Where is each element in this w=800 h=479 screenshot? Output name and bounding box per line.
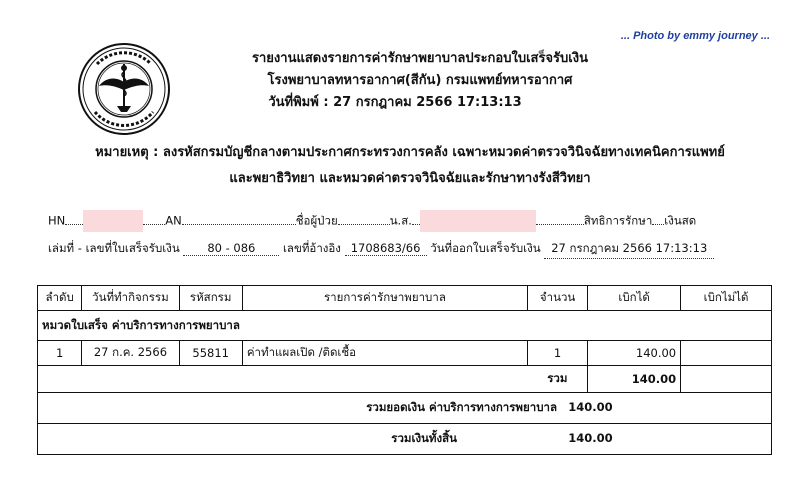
row-non-claimable xyxy=(681,341,772,366)
photo-watermark: ... Photo by emmy journey ... xyxy=(620,30,770,42)
rights-value: เงินสด xyxy=(664,213,697,228)
row-date: 27 ก.ค. 2566 xyxy=(82,341,179,366)
remark-line-1: หมายเหตุ : ลงรหัสกรมบัญชีกลางตามประกาศกระทรวงการคลัง เฉพาะหมวดค่าตรวจวินิจฉัยทางเทคนิคการแพทย์ xyxy=(95,145,725,160)
print-date-value: 27 กรกฎาคม 2566 17:13:13 xyxy=(333,95,522,110)
category-total-row xyxy=(38,393,772,424)
table-header-row xyxy=(38,286,772,311)
hn-redacted xyxy=(83,210,143,232)
row-claimable: 140.00 xyxy=(588,341,681,366)
patient-title: น.ส. xyxy=(389,213,412,228)
remark-line-2: และพยาธิวิทยา และหมวดค่าตรวจวินิจฉัยและรักษาทางรังสีวิทยา xyxy=(229,171,591,186)
print-date-label: วันที่พิมพ์ : xyxy=(268,95,329,110)
subtotal-value: 140.00 xyxy=(588,366,681,393)
col-header-item: รายการค่ารักษาพยาบาล xyxy=(242,286,527,311)
book-value: 80 - 086 xyxy=(183,241,279,256)
patient-name-label: ชื่อผู้ป่วย xyxy=(295,213,338,228)
rights-label: สิทธิการรักษา xyxy=(583,213,653,228)
report-header xyxy=(0,48,800,114)
col-header-claimable: เบิกได้ xyxy=(588,286,681,311)
issue-label: วันที่ออกใบเสร็จรับเงิน xyxy=(430,241,541,255)
remark-note xyxy=(40,140,780,192)
hn-label: HN xyxy=(48,213,66,228)
col-header-non-claimable: เบิกไม่ได้ xyxy=(681,286,772,311)
report-title: รายงานแสดงรายการค่ารักษาพยาบาลประกอบใบเสร็จรับเงิน xyxy=(252,51,588,66)
row-item: ค่าทำแผลเปิด /ติดเชื้อ xyxy=(242,341,527,366)
an-label: AN xyxy=(165,213,182,228)
print-date xyxy=(0,92,800,114)
subtotal-row xyxy=(38,366,772,393)
charges-table xyxy=(37,285,772,455)
ref-value: 1708683/66 xyxy=(345,241,427,256)
subtotal-label: รวม xyxy=(528,366,588,393)
grand-total-value: 140.00 xyxy=(568,431,613,445)
category-row xyxy=(38,311,772,341)
category-label: หมวดใบเสร็จ ค่าบริการทางการพยาบาล xyxy=(38,311,772,341)
ref-label: เลขที่อ้างอิง xyxy=(283,241,341,255)
hospital-name: โรงพยาบาลทหารอากาศ(สีกัน) กรมแพทย์ทหารอากาศ xyxy=(267,73,573,88)
issue-value: 27 กรกฎาคม 2566 17:13:13 xyxy=(544,240,714,259)
table-row xyxy=(38,341,772,366)
row-code: 55811 xyxy=(179,341,242,366)
book-label: เล่มที่ - เลขที่ใบเสร็จรับเงิน xyxy=(48,241,180,255)
patient-info-row xyxy=(48,210,696,232)
row-qty: 1 xyxy=(528,341,588,366)
col-header-no: ลำดับ xyxy=(38,286,82,311)
category-total-value: 140.00 xyxy=(568,400,613,414)
receipt-info-row xyxy=(48,240,714,259)
col-header-code: รหัสกรม xyxy=(179,286,242,311)
grand-total-label: รวมเงินทั้งสิ้น xyxy=(391,431,457,445)
patient-name-redacted xyxy=(420,210,536,232)
category-total-label: รวมยอดเงิน ค่าบริการทางการพยาบาล xyxy=(366,400,557,414)
col-header-qty: จำนวน xyxy=(528,286,588,311)
row-no: 1 xyxy=(38,341,82,366)
grand-total-row xyxy=(38,424,772,455)
col-header-date: วันที่ทำกิจกรรม xyxy=(82,286,179,311)
